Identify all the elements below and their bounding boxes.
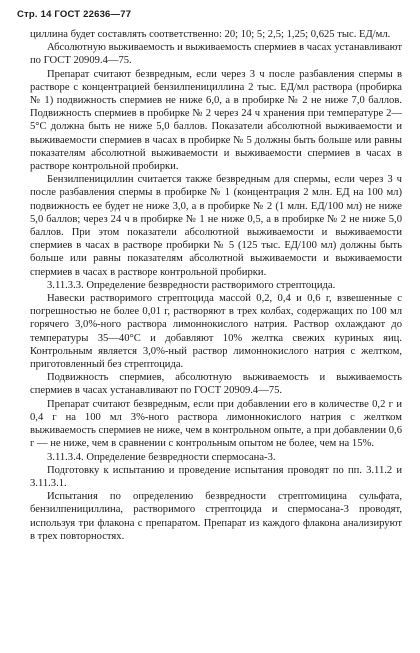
page-header: Стр. 14 ГОСТ 22636—77: [17, 9, 132, 20]
paragraph-continuation: циллина будет составлять соответственно: 20; 10; 5; 2,5; 1,25; 0,625 тыс. ЕД/мл.: [30, 29, 391, 40]
paragraph: Препарат считают безвредным, если при добавлении его в количестве 0,2 г и 0,4 г на 100 мл 3%-ного раствора лимоннокислого натрия с желтком выживаемость спермиев не ниже, чем в контрольном опыте, а при добавлении 0,6 г — не ниже, чем в сравнении с контрольным опытом не более, чем на 15%.: [30, 398, 402, 450]
paragraph: Препарат считают безвредным, если через 3 ч после разбавления спермы в растворе с концентрацией бензилпенициллина 2 тыс. ЕД/мл раствора (пробирка № 1) подвижность спермиев не ниже 6,0, а в пробирке № 2 не ниже 7,0 баллов. Подвижность спермиев в пробирке № 2 через 24 ч хранения при температуре 2—5°С должна быть не ниже 5,0 баллов. Показатели абсолютной выживаемости и выживаемости спермиев в часах в пробирке № 5 должны быть больше или равны показателям абсолютной выживаемости и выживаемости спермиев в часах в растворе контрольной пробирки.: [30, 68, 402, 173]
paragraph: Бензилпенициллин считается также безвредным для спермы, если через 3 ч после разбавления спермы в пробирке № 1 (концентрация 2 млн. ЕД на 100 мл) подвижность ее будет не ниже 3,0, а в пробирке № 2 (1 млн. ЕД/100 мл) не ниже 5,0 баллов; через 24 ч в пробирке № 1 не ниже 0,5, а в пробирке № 2 не ниже 5,0 баллов. При этом показатели абсолютной выживаемости и выживаемости спермиев в часах в растворе пробирки № 5 (125 тыс. ЕД/100 мл) должны быть больше или равны показателям абсолютной выживаемости и выживаемости спермиев в часах в растворе контрольной пробирки.: [30, 174, 402, 278]
section-heading-3-11-3-3: 3.11.3.3. Определение безвредности растворимого стрептоцида.: [47, 279, 336, 291]
paragraph: Подвижность спермиев, абсолютную выживаемость и выживаемость спермиев в часах устанавливают по ГОСТ 20909.4—75.: [30, 372, 402, 397]
paragraph: Навески растворимого стрептоцида массой 0,2, 0,4 и 0,6 г, взвешенные с погрешностью не более 0,01 г, растворяют в трех колбах, содержащих по 100 мл горячего 3,0%-ного раствора лимоннокислого натрия. Раствор охлаждают до температуры 35—40°С и добавляют 10% желтка свежих куриных яиц. Контрольным является 3,0%-ный раствор лимоннокислого натрия с желтком, приготовленный без стрептоцида.: [30, 293, 402, 371]
section-heading-3-11-3-4: 3.11.3.4. Определение безвредности спермосана-3.: [47, 451, 276, 463]
paragraph: Испытания по определению безвредности стрептомицина сульфата, бензилпенициллина, растворимого стрептоцида и спермосана-3 проводят, используя три флакона с препаратом. Препарат из каждого флакона анализируют в трех повторностях.: [30, 491, 402, 542]
document-body: [30, 28, 402, 543]
paragraph: Абсолютную выживаемость и выживаемость спермиев в часах устанавливают по ГОСТ 20909.4—75.: [30, 42, 402, 67]
paragraph: Подготовку к испытанию и проведение испытания проводят по пп. 3.11.2 и 3.11.3.1.: [30, 464, 402, 489]
